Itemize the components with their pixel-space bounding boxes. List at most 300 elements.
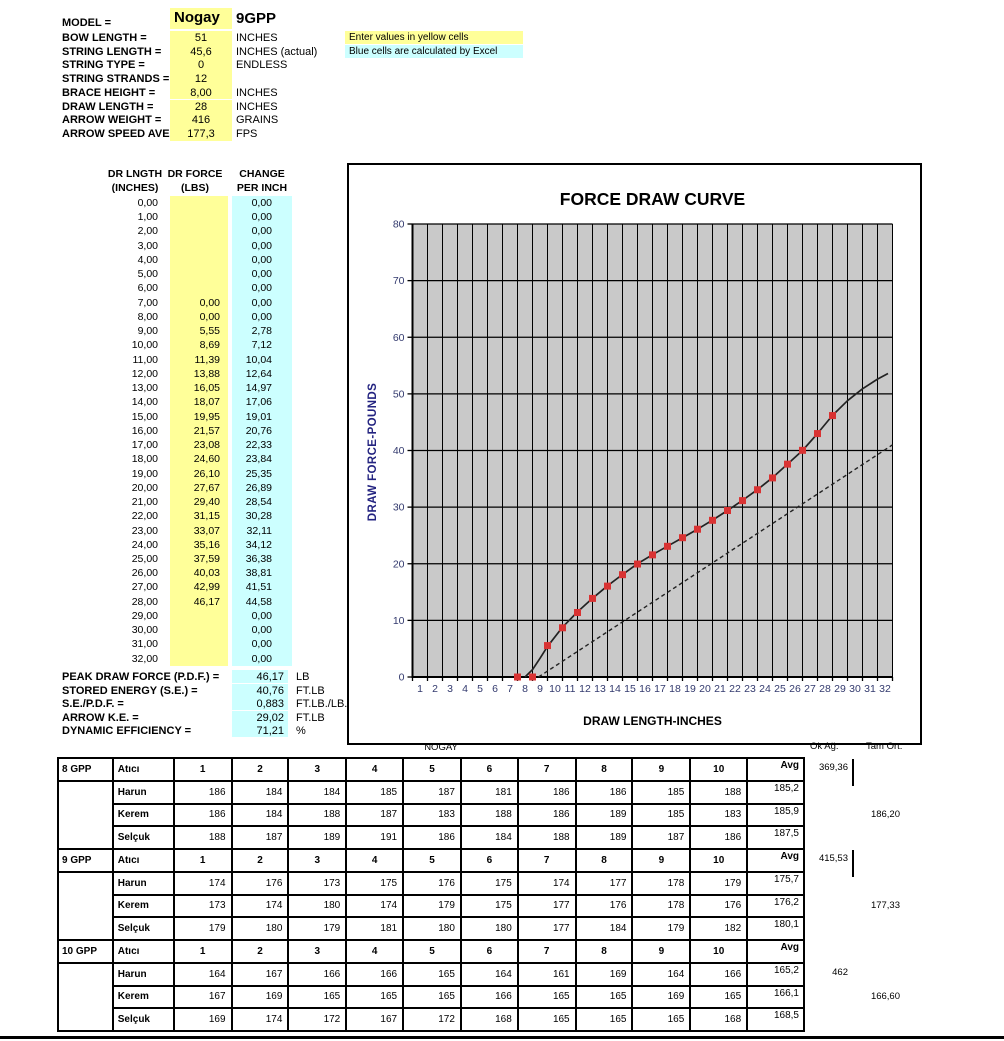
score-cell[interactable]: 184: [576, 917, 633, 940]
x-tick-label: 10: [549, 683, 561, 695]
change-per-inch-cell[interactable]: 14,97: [245, 382, 272, 395]
param-value: 416: [191, 114, 211, 127]
avg-cell[interactable]: 166,1: [747, 986, 804, 1009]
draw-length-cell: 2,00: [137, 225, 158, 238]
change-per-inch-cell[interactable]: 0,00: [251, 197, 272, 209]
summary-value: 0,883: [256, 698, 284, 711]
param-label: BOW LENGTH =: [62, 32, 147, 44]
summary-label: PEAK DRAW FORCE (P.D.F.) =: [62, 671, 220, 683]
score-cell[interactable]: 184: [232, 804, 289, 827]
score-cell[interactable]: 165: [690, 986, 747, 1009]
x-tick-label: 30: [849, 683, 861, 695]
score-cell[interactable]: 186: [576, 781, 633, 804]
tamort-value: 186,20: [870, 808, 900, 820]
avg-cell[interactable]: 165,2: [747, 963, 804, 986]
x-tick-label: 14: [609, 683, 621, 695]
score-cell[interactable]: 165: [518, 986, 576, 1009]
draw-force-cell[interactable]: 11,39: [194, 353, 220, 366]
score-cell[interactable]: 169: [576, 963, 633, 986]
model-suffix: 9GPP: [236, 10, 277, 27]
score-cell[interactable]: 188: [461, 804, 518, 827]
x-tick-label: 15: [624, 683, 636, 695]
draw-force-cell[interactable]: 24,60: [193, 453, 220, 466]
change-per-inch-cell[interactable]: 20,76: [245, 424, 272, 437]
draw-force-cell[interactable]: 5,55: [199, 325, 220, 338]
param-unit: INCHES: [236, 86, 278, 99]
score-cell[interactable]: 191: [346, 826, 403, 849]
summary-value: 71,21: [256, 725, 284, 738]
change-per-inch-cell[interactable]: 0,00: [251, 211, 272, 224]
score-cell[interactable]: 178: [632, 895, 690, 918]
param-unit: GRAINS: [236, 114, 279, 127]
score-cell[interactable]: 172: [403, 1008, 461, 1031]
okag-value: 462: [832, 966, 848, 978]
trial-header: 10: [690, 849, 747, 872]
gpp-label: 9 GPP: [58, 849, 113, 872]
x-tick-label: 4: [462, 683, 468, 695]
score-cell[interactable]: 169: [632, 986, 690, 1009]
change-per-inch-cell[interactable]: 19,01: [245, 410, 272, 423]
shooter-name: Harun: [113, 781, 174, 804]
trial-header: 5: [403, 758, 461, 781]
draw-length-cell: 18,00: [131, 453, 158, 466]
summary-label: DYNAMIC EFFICIENCY =: [62, 725, 192, 738]
score-cell[interactable]: 176: [690, 895, 747, 918]
change-per-inch-cell[interactable]: 36,38: [245, 553, 272, 565]
shooter-score-row: [58, 986, 804, 1009]
param-label: STRING STRANDS =: [62, 73, 170, 86]
note-blue-cells: Blue cells are calculated by Excel: [345, 45, 523, 58]
score-cell[interactable]: 167: [174, 986, 232, 1009]
score-cell[interactable]: 167: [346, 1008, 403, 1031]
okag-value: 415,53: [818, 853, 848, 864]
score-cell[interactable]: 161: [518, 963, 576, 986]
score-cell[interactable]: 180: [403, 917, 461, 940]
param-value: 28: [194, 100, 208, 113]
score-cell[interactable]: 180: [232, 917, 289, 940]
draw-force-cell[interactable]: 21,57: [193, 424, 220, 437]
avg-header: Avg: [747, 940, 804, 963]
param-value: 177,3: [187, 127, 215, 140]
force-table-subheader: (LBS): [181, 181, 209, 194]
score-cell[interactable]: 174: [346, 895, 403, 918]
draw-length-cell: 27,00: [131, 581, 158, 594]
okag-column-header: Ok Ağ.: [810, 741, 839, 752]
draw-force-cell[interactable]: 42,99: [193, 581, 220, 594]
draw-force-cell[interactable]: 40,03: [193, 567, 220, 580]
x-tick-label: 6: [492, 683, 498, 695]
draw-force-cell[interactable]: 0,00: [199, 296, 220, 309]
draw-length-cell: 23,00: [131, 524, 158, 537]
score-cell[interactable]: 183: [403, 804, 461, 827]
change-per-inch-cell[interactable]: 0,00: [251, 253, 272, 266]
score-cell[interactable]: 174: [232, 895, 289, 918]
score-cell[interactable]: 164: [632, 963, 690, 986]
force-table-header: DR LNGTH: [107, 168, 163, 180]
avg-cell[interactable]: 175,7: [747, 872, 804, 895]
draw-length-cell: 26,00: [131, 567, 158, 580]
change-per-inch-cell[interactable]: 0,00: [251, 225, 272, 238]
param-label: DRAW LENGTH =: [62, 100, 154, 113]
score-cell[interactable]: 165: [518, 1008, 576, 1031]
score-cell[interactable]: 174: [518, 872, 576, 895]
param-unit: INCHES (actual): [236, 45, 318, 58]
score-cell[interactable]: 174: [174, 872, 232, 895]
trial-header: 4: [346, 758, 403, 781]
score-cell[interactable]: 180: [461, 917, 518, 940]
x-tick-label: 26: [789, 683, 801, 695]
score-cell[interactable]: 165: [403, 963, 461, 986]
score-cell[interactable]: 185: [632, 804, 690, 827]
summary-label: STORED ENERGY (S.E.) =: [62, 684, 198, 697]
x-tick-label: 27: [804, 683, 816, 695]
score-cell[interactable]: 175: [461, 872, 518, 895]
x-tick-label: 8: [522, 683, 528, 695]
param-value: 45,6: [190, 45, 212, 58]
param-value: 0: [197, 59, 205, 72]
trial-header: 8: [576, 758, 633, 781]
avg-cell[interactable]: 180,1: [747, 917, 804, 940]
score-cell[interactable]: 178: [632, 872, 690, 895]
score-cell[interactable]: 179: [403, 895, 461, 918]
score-cell[interactable]: 184: [232, 781, 289, 804]
draw-length-cell: 1,00: [137, 211, 158, 224]
x-tick-label: 7: [507, 683, 513, 695]
trial-header: 1: [174, 758, 232, 781]
draw-length-cell: 30,00: [131, 624, 158, 637]
param-label: STRING LENGTH =: [62, 45, 162, 58]
shooter-score-row: [58, 917, 804, 940]
score-cell[interactable]: 166: [461, 986, 518, 1009]
score-cell[interactable]: 181: [461, 781, 518, 804]
y-tick-label: 50: [392, 388, 405, 401]
change-per-inch-cell[interactable]: 32,11: [246, 524, 272, 537]
score-cell[interactable]: 187: [232, 826, 289, 849]
y-tick-label: 0: [398, 671, 405, 684]
score-cell[interactable]: 184: [288, 781, 346, 804]
score-cell[interactable]: 177: [518, 895, 576, 918]
force-table-header: CHANGE: [239, 168, 285, 180]
score-cell[interactable]: 166: [690, 963, 747, 986]
summary-value: 40,76: [256, 684, 284, 697]
draw-length-cell: 11,00: [132, 353, 158, 366]
x-tick-label: 9: [537, 683, 543, 695]
draw-force-cell[interactable]: 0,00: [199, 310, 220, 323]
draw-length-cell: 17,00: [131, 439, 158, 452]
shooter-score-row: [58, 872, 804, 895]
score-cell[interactable]: 165: [632, 1008, 690, 1031]
param-value: 8,00: [190, 86, 212, 99]
summary-value: 29,02: [256, 711, 284, 724]
param-unit: FPS: [236, 127, 258, 140]
draw-length-cell: 31,00: [131, 638, 158, 651]
avg-header: Avg: [747, 849, 804, 872]
score-cell[interactable]: 173: [174, 895, 232, 918]
draw-length-cell: 28,00: [131, 595, 158, 608]
draw-length-cell: 6,00: [137, 282, 158, 295]
avg-cell[interactable]: 185,9: [747, 804, 804, 827]
draw-length-cell: 19,00: [131, 467, 158, 480]
trial-header: 2: [232, 849, 289, 872]
trial-header: 6: [461, 940, 518, 963]
param-unit: INCHES: [236, 100, 278, 113]
draw-force-cell[interactable]: 26,10: [193, 467, 220, 480]
score-cell[interactable]: 176: [232, 872, 289, 895]
x-tick-label: 2: [432, 683, 438, 695]
group-header-row: [58, 758, 804, 781]
change-per-inch-cell[interactable]: 38,81: [245, 567, 272, 580]
shooter-score-row: [58, 895, 804, 918]
score-cell[interactable]: 182: [690, 917, 747, 940]
avg-cell[interactable]: 185,2: [747, 781, 804, 804]
trial-header: 3: [288, 940, 346, 963]
draw-length-cell: 0,00: [137, 197, 158, 209]
results-table: [57, 757, 805, 1032]
change-per-inch-cell[interactable]: 7,12: [251, 339, 272, 352]
change-per-inch-cell[interactable]: 23,84: [245, 453, 272, 466]
score-cell[interactable]: 179: [174, 917, 232, 940]
x-tick-label: 22: [729, 683, 741, 695]
gpp-spacer-cell: [58, 963, 113, 1031]
score-cell[interactable]: 188: [174, 826, 232, 849]
change-per-inch-cell[interactable]: 2,78: [251, 325, 272, 338]
shooter-name: Selçuk: [113, 826, 174, 849]
score-cell[interactable]: 187: [632, 826, 690, 849]
draw-length-cell: 32,00: [131, 652, 158, 665]
score-cell[interactable]: 177: [518, 917, 576, 940]
summary-unit: %: [296, 725, 306, 738]
group-header-row: [58, 849, 804, 872]
score-cell[interactable]: 172: [288, 1008, 346, 1031]
change-per-inch-cell[interactable]: 17,06: [245, 396, 272, 409]
trial-header: 2: [232, 940, 289, 963]
note-yellow-cells: Enter values in yellow cells: [345, 31, 523, 44]
score-cell[interactable]: 165: [576, 1008, 633, 1031]
score-cell[interactable]: 169: [232, 986, 289, 1009]
score-cell[interactable]: 188: [690, 781, 747, 804]
trial-header: 2: [232, 758, 289, 781]
avg-cell[interactable]: 176,2: [747, 895, 804, 918]
change-per-inch-cell[interactable]: 0,00: [251, 652, 272, 665]
change-per-inch-cell[interactable]: 30,28: [245, 510, 272, 523]
score-cell[interactable]: 177: [576, 872, 633, 895]
score-cell[interactable]: 164: [174, 963, 232, 986]
tamort-column-header: Tam Ort.: [866, 741, 903, 752]
draw-force-cell[interactable]: 29,40: [193, 496, 220, 509]
change-per-inch-cell[interactable]: 25,35: [245, 467, 272, 480]
draw-force-cell[interactable]: 31,15: [193, 510, 220, 523]
avg-cell[interactable]: 187,5: [747, 826, 804, 849]
score-cell[interactable]: 167: [232, 963, 289, 986]
okag-divider-bar: [852, 850, 854, 877]
score-cell[interactable]: 184: [461, 826, 518, 849]
score-cell[interactable]: 175: [461, 895, 518, 918]
bottom-border-line: [0, 1036, 1004, 1039]
score-cell[interactable]: 174: [232, 1008, 289, 1031]
results-table-title: NOGAY: [424, 742, 458, 753]
shooter-name: Kerem: [113, 895, 174, 918]
draw-force-cell[interactable]: 35,16: [193, 538, 220, 551]
draw-length-cell: 8,00: [137, 310, 158, 323]
change-per-inch-cell[interactable]: 28,54: [245, 496, 272, 509]
force-table-subheader: (INCHES): [111, 181, 159, 194]
score-cell[interactable]: 189: [576, 826, 633, 849]
change-per-inch-cell[interactable]: 44,58: [245, 595, 272, 608]
force-table-header: DR FORCE: [167, 168, 223, 180]
group-header-row: [58, 940, 804, 963]
score-cell[interactable]: 164: [461, 963, 518, 986]
score-cell[interactable]: 186: [174, 804, 232, 827]
x-tick-label: 5: [477, 683, 483, 695]
gpp-label: 8 GPP: [58, 758, 113, 781]
draw-length-cell: 7,00: [137, 296, 158, 309]
score-cell[interactable]: 186: [403, 826, 461, 849]
shooter-column-header: Atıcı: [113, 758, 174, 781]
score-cell[interactable]: 179: [690, 872, 747, 895]
x-tick-label: 11: [564, 683, 576, 695]
summary-unit: FT.LB: [296, 711, 325, 724]
score-cell[interactable]: 183: [690, 804, 747, 827]
change-per-inch-cell[interactable]: 26,89: [245, 481, 272, 494]
x-tick-label: 19: [684, 683, 696, 695]
score-cell[interactable]: 186: [518, 804, 576, 827]
score-cell[interactable]: 189: [288, 826, 346, 849]
shooter-name: Harun: [113, 872, 174, 895]
trial-header: 5: [403, 940, 461, 963]
trial-header: 9: [632, 849, 690, 872]
y-tick-label: 60: [392, 331, 405, 344]
summary-value: 46,17: [256, 671, 284, 683]
score-cell[interactable]: 188: [518, 826, 576, 849]
trial-header: 7: [518, 758, 576, 781]
shooter-score-row: [58, 781, 804, 804]
model-value: Nogay: [174, 9, 220, 26]
score-cell[interactable]: 189: [576, 804, 633, 827]
draw-force-cell[interactable]: 8,69: [199, 339, 220, 352]
score-cell[interactable]: 179: [632, 917, 690, 940]
score-cell[interactable]: 168: [461, 1008, 518, 1031]
score-cell[interactable]: 179: [288, 917, 346, 940]
score-cell[interactable]: 173: [288, 872, 346, 895]
draw-length-cell: 5,00: [137, 268, 158, 281]
change-per-inch-cell[interactable]: 0,00: [251, 296, 272, 309]
param-unit: ENDLESS: [236, 59, 288, 72]
score-cell[interactable]: 175: [346, 872, 403, 895]
x-tick-label: 24: [759, 683, 771, 695]
change-per-inch-cell[interactable]: 0,00: [251, 268, 272, 281]
trial-header: 1: [174, 849, 232, 872]
draw-force-cell[interactable]: 37,59: [193, 553, 220, 565]
change-per-inch-cell[interactable]: 0,00: [251, 624, 272, 637]
avg-cell[interactable]: 168,5: [747, 1008, 804, 1031]
x-tick-label: 21: [714, 683, 726, 695]
gpp-spacer-cell: [58, 781, 113, 849]
y-tick-label: 10: [392, 614, 405, 627]
change-per-inch-cell[interactable]: 12,64: [245, 367, 272, 380]
draw-force-cell[interactable]: 13,88: [193, 367, 220, 380]
draw-force-cell[interactable]: 23,08: [193, 439, 220, 452]
change-per-inch-cell[interactable]: 34,12: [245, 538, 272, 551]
draw-force-cell[interactable]: 16,05: [193, 382, 220, 395]
change-per-inch-cell[interactable]: 0,00: [251, 609, 272, 622]
score-cell[interactable]: 187: [346, 804, 403, 827]
score-cell[interactable]: 169: [174, 1008, 232, 1031]
score-cell[interactable]: 188: [288, 804, 346, 827]
trial-header: 3: [288, 849, 346, 872]
draw-force-cell[interactable]: 19,95: [193, 410, 220, 423]
draw-length-cell: 22,00: [131, 510, 158, 523]
trial-header: 3: [288, 758, 346, 781]
summary-unit: FT.LB: [296, 684, 325, 697]
shooter-name: Selçuk: [113, 1008, 174, 1031]
param-unit: INCHES: [236, 32, 278, 44]
draw-force-cell[interactable]: 18,07: [193, 396, 220, 409]
param-label: STRING TYPE =: [62, 59, 145, 72]
draw-force-cell[interactable]: 27,67: [193, 481, 220, 494]
score-cell[interactable]: 166: [346, 963, 403, 986]
x-tick-label: 29: [834, 683, 846, 695]
summary-label: ARROW K.E. =: [62, 711, 139, 724]
score-cell[interactable]: 186: [518, 781, 576, 804]
x-tick-label: 13: [594, 683, 606, 695]
change-per-inch-cell[interactable]: 0,00: [251, 310, 272, 323]
force-table-subheader: PER INCH: [236, 181, 288, 194]
trial-header: 8: [576, 849, 633, 872]
score-cell[interactable]: 166: [288, 963, 346, 986]
score-cell[interactable]: 181: [346, 917, 403, 940]
change-per-inch-cell[interactable]: 0,00: [251, 638, 272, 651]
x-tick-label: 16: [639, 683, 651, 695]
score-cell[interactable]: 176: [576, 895, 633, 918]
trial-header: 4: [346, 940, 403, 963]
score-cell[interactable]: 185: [346, 781, 403, 804]
trial-header: 7: [518, 849, 576, 872]
chart-title: FORCE DRAW CURVE: [559, 189, 746, 209]
score-cell[interactable]: 185: [632, 781, 690, 804]
param-label: ARROW WEIGHT =: [62, 114, 162, 127]
draw-length-cell: 14,00: [131, 396, 158, 409]
score-cell[interactable]: 165: [403, 986, 461, 1009]
score-cell[interactable]: 186: [690, 826, 747, 849]
score-cell[interactable]: 168: [690, 1008, 747, 1031]
trial-header: 5: [403, 849, 461, 872]
score-cell[interactable]: 165: [346, 986, 403, 1009]
change-per-inch-cell[interactable]: 0,00: [251, 282, 272, 295]
draw-length-cell: 24,00: [131, 538, 158, 551]
change-per-inch-cell[interactable]: 41,51: [245, 581, 272, 594]
score-cell[interactable]: 176: [403, 872, 461, 895]
score-cell[interactable]: 165: [288, 986, 346, 1009]
param-value: 51: [194, 32, 208, 44]
change-per-inch-cell[interactable]: 10,04: [245, 353, 272, 366]
score-cell[interactable]: 165: [576, 986, 633, 1009]
trial-header: 6: [461, 758, 518, 781]
y-axis-title: DRAW FORCE-POUNDS: [367, 382, 379, 522]
change-per-inch-cell[interactable]: 22,33: [245, 439, 272, 452]
avg-header: Avg: [747, 758, 804, 781]
shooter-score-row: [58, 826, 804, 849]
model-label: MODEL =: [62, 17, 112, 29]
score-cell[interactable]: 180: [288, 895, 346, 918]
change-per-inch-cell[interactable]: 0,00: [251, 239, 272, 252]
x-tick-label: 31: [864, 683, 876, 695]
trial-header: 9: [632, 940, 690, 963]
draw-force-cell[interactable]: 33,07: [193, 524, 220, 537]
draw-force-cell[interactable]: 46,17: [193, 595, 220, 608]
score-cell[interactable]: 186: [174, 781, 232, 804]
score-cell[interactable]: 187: [403, 781, 461, 804]
param-label: BRACE HEIGHT =: [62, 86, 156, 99]
